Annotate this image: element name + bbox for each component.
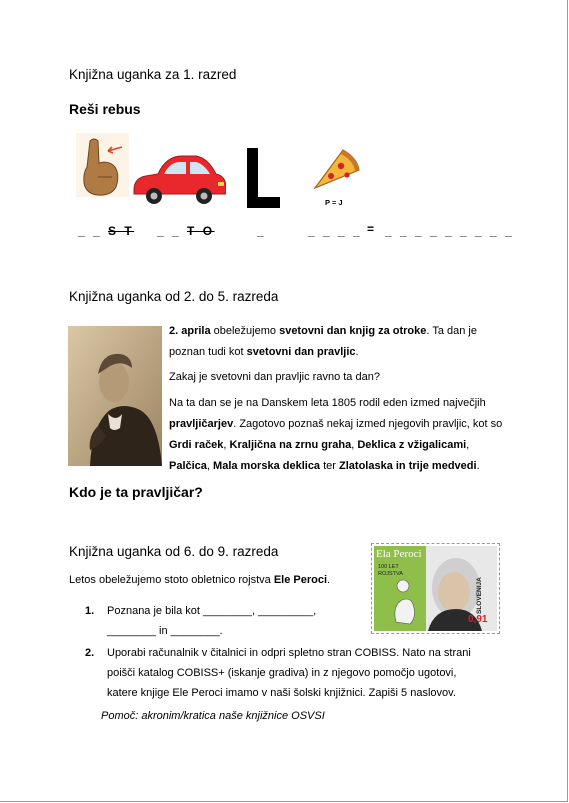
section1-subtitle: Reši rebus <box>69 101 141 117</box>
pizza-slice-image <box>311 148 361 190</box>
rebus-equals: = <box>367 222 377 236</box>
rebus-answer-blank: _ _ _ _ _ _ _ _ _ <box>385 224 515 238</box>
stamp-name: Ela Peroci <box>376 548 422 560</box>
rebus-blank-4: _ _ _ _ <box>308 224 363 238</box>
stamp-years: 100 LET ROJSTVA <box>378 564 403 577</box>
section1-title: Knjižna uganka za 1. razred <box>69 67 237 82</box>
ela-peroci-stamp <box>371 543 500 634</box>
task-2: 2. Uporabi računalnik v čitalnici in odpri spletno stran COBISS. Nato na strani poišči katalog COBISS+ (iskanje gradiva) in z njegovo pomočjo ugotovi, katere knjige Ele Peroci imamo v naši šolski knjižnici. Zapiši 5 naslovov. <box>85 647 471 699</box>
rebus-hint: P = J <box>325 198 343 207</box>
section3-intro: Letos obeležujemo stoto obletnico rojstva Ele Peroci. <box>69 574 331 586</box>
stamp-country: SLOVENIJA <box>476 577 483 614</box>
andersen-portrait-image <box>68 326 162 466</box>
task-1: 1. Poznana je bila kot ________, _________, ________ in ________. <box>85 605 317 637</box>
section2-title: Knjižna uganka od 2. do 5. razreda <box>69 289 279 304</box>
section2-paragraph-3: Na ta dan se je na Danskem leta 1805 rodil eden izmed največjih pravljičarjev. Zagotovo poznaš nekaj izmed njegovih pravljic, kot so Grdi raček, Kraljična na zrnu graha, Deklica z vžigalicami, Palčica, Mala morska deklica ter Zlatolaska in trije medvedi. <box>169 397 503 472</box>
section3-help: Pomoč: akronim/kratica naše knjižnice OSVSI <box>101 710 325 722</box>
rebus-blank-3: _ <box>257 224 267 238</box>
red-car-image <box>130 152 226 204</box>
letter-l-image <box>247 148 280 208</box>
section2-paragraph-1: 2. aprila obeležujemo svetovni dan knjig za otroke. Ta dan je poznan tudi kot svetovni dan pravljic. <box>169 325 477 358</box>
rebus-blank-2: _ _ T O <box>157 224 215 238</box>
stamp-value: 0,91 <box>468 614 488 625</box>
section2-question: Kdo je ta pravljičar? <box>69 484 203 500</box>
rebus-blank-1: _ _ S T <box>78 224 135 238</box>
section3-title: Knjižna uganka od 6. do 9. razreda <box>69 544 279 559</box>
section2-paragraph-2: Zakaj je svetovni dan pravljic ravno ta dan? <box>169 371 380 383</box>
pointing-finger-image <box>76 133 129 197</box>
